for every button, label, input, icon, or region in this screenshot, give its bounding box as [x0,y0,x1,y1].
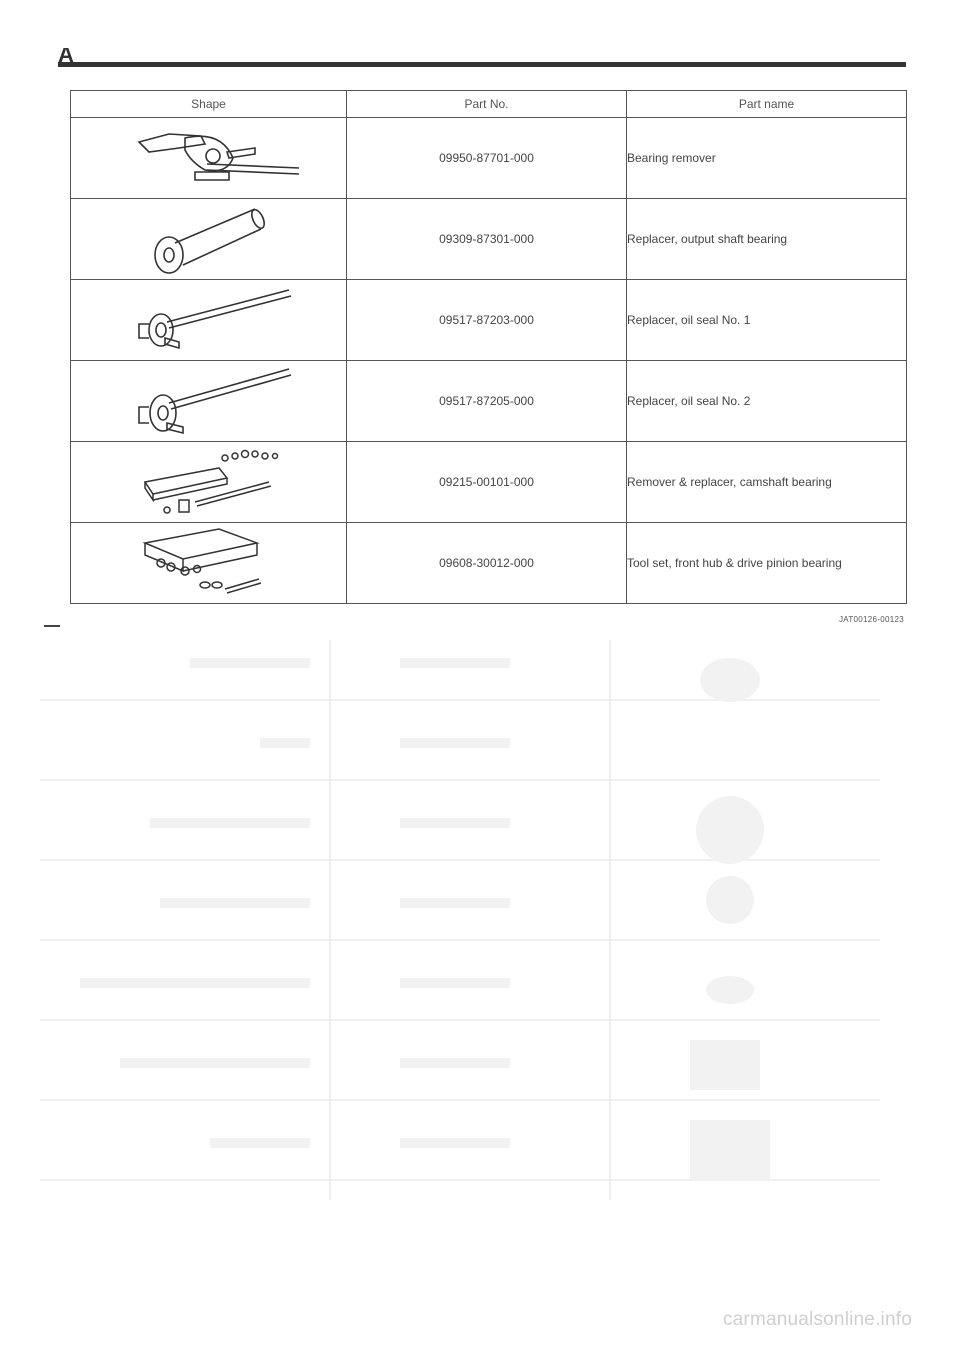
part-name-cell: Replacer, oil seal No. 1 [627,280,907,361]
part-name-cell: Tool set, front hub & drive pinion bearing [627,523,907,604]
section-mark: A [58,48,80,62]
shaft-replacer-icon [109,199,309,279]
shape-cell [71,199,347,280]
shape-cell [71,523,347,604]
part-no-cell: 09950-87701-000 [347,118,627,199]
part-name-cell: Remover & replacer, camshaft bearing [627,442,907,523]
table-row [71,280,907,361]
table-row [71,118,907,199]
header-part-name: Part name [627,91,907,118]
table-row [71,442,907,523]
part-no-cell: 09517-87205-000 [347,361,627,442]
header-part-no: Part No. [347,91,627,118]
part-no-cell: 09309-87301-000 [347,199,627,280]
tool-set-case-icon [109,523,309,603]
part-name-cell: Replacer, output shaft bearing [627,199,907,280]
bearing-remover-icon [109,122,309,194]
table-header-row [71,91,907,118]
figure-code: JAT00126-00123 [839,615,904,624]
part-name-cell: Replacer, oil seal No. 2 [627,361,907,442]
watermark: carmanualsonline.info [722,1309,912,1330]
oil-seal-replacer-icon [109,280,309,360]
special-tools-table [70,90,907,604]
margin-dash [44,625,60,627]
header-shape: Shape [71,91,347,118]
table-row [71,199,907,280]
shape-cell [71,442,347,523]
table-row [71,523,907,604]
header-rule [58,62,906,67]
table-row [71,361,907,442]
shape-cell [71,361,347,442]
part-no-cell: 09608-30012-000 [347,523,627,604]
bleed-through-shadow [40,640,920,1240]
part-no-cell: 09215-00101-000 [347,442,627,523]
camshaft-tool-kit-icon [109,442,309,522]
shape-cell [71,280,347,361]
oil-seal-replacer-icon [109,361,309,441]
shape-cell [71,118,347,199]
part-name-cell: Bearing remover [627,118,907,199]
part-no-cell: 09517-87203-000 [347,280,627,361]
